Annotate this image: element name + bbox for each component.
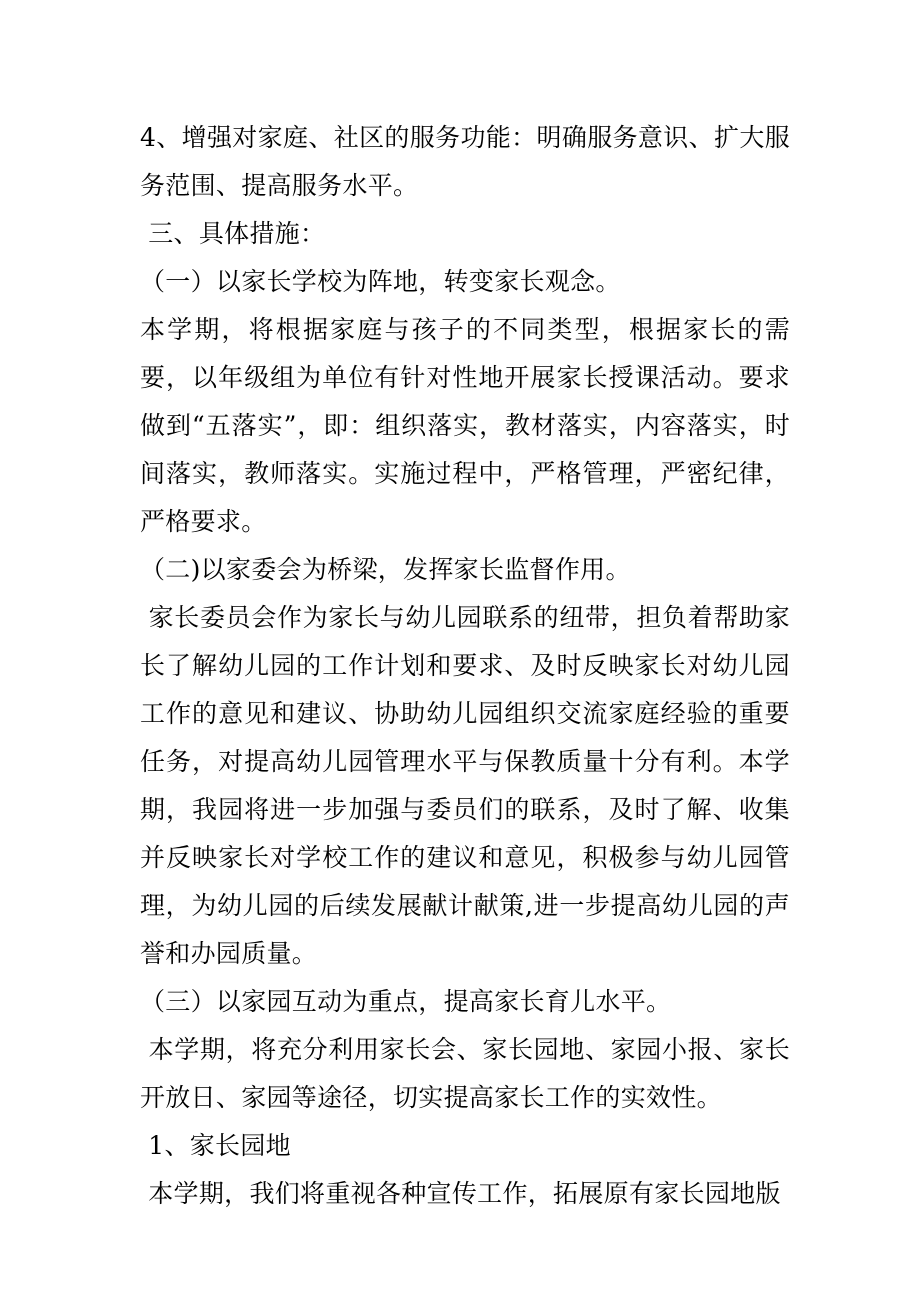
paragraph-parent-school: 本学期，将根据家庭与孩子的不同类型，根据家长的需要，以年级组为单位有针对性地开展家长授课活动。要求做到“五落实”，即：组织落实，教材落实，内容落实，时间落实，教师落实。实施过程中，严格管理，严密纪律，严格要求。 [140, 315, 790, 536]
paragraph-home-interaction: 本学期，将充分利用家长会、家长园地、家园小报、家长开放日、家园等途径，切实提高家长工作的实效性。 [140, 1035, 790, 1112]
subheading-parent-school: （一）以家长学校为阵地，转变家长观念。 [140, 267, 621, 296]
document-body [140, 114, 790, 1218]
subheading-home-interaction: （三）以家园互动为重点，提高家长育儿水平。 [140, 987, 672, 1016]
subheading-parent-committee: （二)以家委会为桥梁，发挥家长监督作用。 [140, 555, 631, 584]
paragraph-parent-garden: 本学期，我们将重视各种宣传工作，拓展原有家长园地版 [140, 1179, 781, 1208]
subheading-parent-garden: 1、家长园地 [140, 1131, 291, 1160]
paragraph-parent-committee: 家长委员会作为家长与幼儿园联系的纽带，担负着帮助家长了解幼儿园的工作计划和要求、及时反映家长对幼儿园工作的意见和建议、协助幼儿园组织交流家庭经验的重要任务，对提高幼儿园管理水平与保教质量十分有利。本学期，我园将进一步加强与委员们的联系，及时了解、收集并反映家长对学校工作的建议和意见，积极参与幼儿园管理，为幼儿园的后续发展献计献策,进一步提高幼儿园的声誉和办园质量。 [140, 603, 790, 968]
heading-specific-measures: 三、具体措施： [140, 219, 326, 248]
paragraph-service-function: 4、增强对家庭、社区的服务功能：明确服务意识、扩大服务范围、提高服务水平。 [140, 123, 790, 200]
